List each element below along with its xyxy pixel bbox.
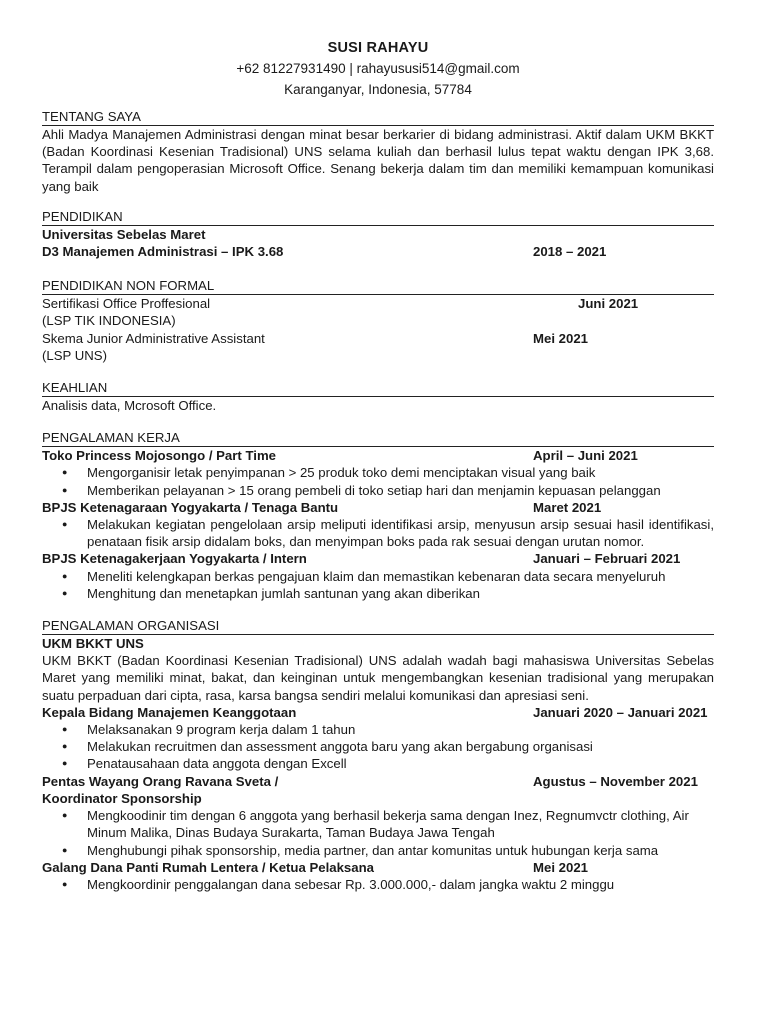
education-degree-row — [42, 243, 714, 260]
nonformal-name: Skema Junior Administrative Assistant — [42, 330, 265, 346]
nonformal-date: Juni 2021 — [578, 296, 639, 312]
resume-page — [42, 38, 714, 893]
list-item: ● Melakukan kegiatan pengelolaan arsip meliputi identifikasi arsip, menyusun arsip sesuai hasil identifikasi, penataan fisik arsip didalam boks, dan menyimpan boks pada rak sesuai dengan urutan nomor. — [42, 516, 714, 550]
org-role-bullets — [42, 721, 714, 773]
org-role: Kepala Bidang Manajemen Keanggotaan — [42, 704, 297, 720]
org-role-header — [42, 704, 714, 721]
education-period: 2018 – 2021 — [533, 244, 607, 260]
about-text: Ahli Madya Manajemen Administrasi dengan minat besar berkarier di bidang administrasi. Aktif dalam UKM BKKT (Badan Koordinasi Kesenian Tradisional) UNS selama kuliah dan berhasil lulus tepat waktu dengan IPK 3,68. Terampil dalam pengoperasian Microsoft Office. Senang bekerja dalam tim dan memiliki kemampuan komunikasi yang baik — [42, 127, 714, 194]
nonformal-item — [42, 295, 714, 312]
list-item: ● Melaksanakan 9 program kerja dalam 1 tahun — [42, 721, 714, 738]
org-role: Pentas Wayang Orang Ravana Sveta / — [42, 773, 279, 789]
org-role-header — [42, 859, 714, 876]
contact-line: +62 81227931490 | rahayususi514@gmail.com — [236, 61, 520, 76]
nonformal-item — [42, 330, 714, 347]
skills-text: Analisis data, Mcrosoft Office. — [42, 398, 217, 414]
job-header — [42, 550, 714, 567]
org-role-bullets — [42, 876, 714, 893]
job-role: Toko Princess Mojosongo / Part Time — [42, 448, 276, 464]
org-name: UKM BKKT UNS — [42, 636, 144, 652]
list-item: ● Memberikan pelayanan > 15 orang pembeli di toko setiap hari dan menjamin kepuasan pelanggan — [42, 482, 714, 499]
section-heading-skills: KEAHLIAN — [42, 379, 714, 397]
section-heading-work: PENGALAMAN KERJA — [42, 429, 714, 447]
nonformal-org: (LSP TIK INDONESIA) — [42, 313, 176, 329]
job-bullets — [42, 568, 714, 602]
nonformal-name: Sertifikasi Office Proffesional — [42, 296, 211, 312]
job-role: BPJS Ketenagaraan Yogyakarta / Tenaga Bantu — [42, 499, 339, 515]
org-role-header — [42, 773, 714, 790]
org-role-date: Agustus – November 2021 — [533, 773, 698, 789]
org-description: UKM BKKT (Badan Koordinasi Kesenian Tradisional) UNS adalah wadah bagi mahasiswa Universitas Sebelas Maret yang memiliki minat, bakat, dan keinginan untuk mengembangkan kesenian tradisional yang merupakan suatu perpaduan dari cipta, rasa, karsa bangsa sendiri melalui komunikasi dan apresiasi seni. — [42, 653, 714, 703]
education-degree: D3 Manajemen Administrasi – IPK 3.68 — [42, 244, 284, 260]
job-header — [42, 499, 714, 516]
education-school: Universitas Sebelas Maret — [42, 226, 206, 242]
job-header — [42, 447, 714, 464]
org-role-date: Mei 2021 — [533, 859, 588, 875]
org-role: Galang Dana Panti Rumah Lentera / Ketua Pelaksana — [42, 859, 374, 875]
list-item: ● Melakukan recruitmen dan assessment anggota baru yang akan bergabung organisasi — [42, 738, 714, 755]
job-role: BPJS Ketenagakerjaan Yogyakarta / Intern — [42, 551, 307, 567]
section-heading-nonformal: PENDIDIKAN NON FORMAL — [42, 277, 714, 295]
list-item: ● Menghitung dan menetapkan jumlah santunan yang akan diberikan — [42, 585, 714, 602]
job-bullets — [42, 516, 714, 550]
section-heading-organization: PENGALAMAN ORGANISASI — [42, 617, 714, 635]
list-item: ● Mengorganisir letak penyimpanan > 25 produk toko demi menciptakan visual yang baik — [42, 464, 714, 481]
address-line: Karanganyar, Indonesia, 57784 — [284, 82, 472, 97]
list-item: ● Penatausahaan data anggota dengan Excell — [42, 755, 714, 772]
org-role-bullets — [42, 807, 714, 859]
org-role-subtitle: Koordinator Sponsorship — [42, 790, 202, 806]
list-item: ● Mengkoordinir penggalangan dana sebesar Rp. 3.000.000,- dalam jangka waktu 2 minggu — [42, 876, 714, 893]
section-heading-about: TENTANG SAYA — [42, 108, 714, 126]
list-item: ● Menghubungi pihak sponsorship, media partner, dan antar komunitas untuk hubungan kerja sama — [42, 842, 714, 859]
job-bullets — [42, 464, 714, 498]
candidate-name: SUSI RAHAYU — [327, 40, 429, 56]
job-date: April – Juni 2021 — [533, 448, 638, 464]
list-item: ● Meneliti kelengkapan berkas pengajuan klaim dan memastikan kebenaran data secara menyeluruh — [42, 568, 714, 585]
list-item: ● Mengkoodinir tim dengan 6 anggota yang berhasil bekerja sama dengan Inez, Regnumvctr clothing, Air Minum Malika, Dinas Budaya Surakarta, Taman Budaya Jawa Tengah — [42, 807, 714, 841]
job-date: Januari – Februari 2021 — [533, 551, 681, 567]
nonformal-org: (LSP UNS) — [42, 347, 107, 363]
job-date: Maret 2021 — [533, 499, 602, 515]
nonformal-date: Mei 2021 — [533, 330, 588, 346]
org-role-date: Januari 2020 – Januari 2021 — [533, 704, 708, 720]
section-heading-education: PENDIDIKAN — [42, 208, 714, 226]
